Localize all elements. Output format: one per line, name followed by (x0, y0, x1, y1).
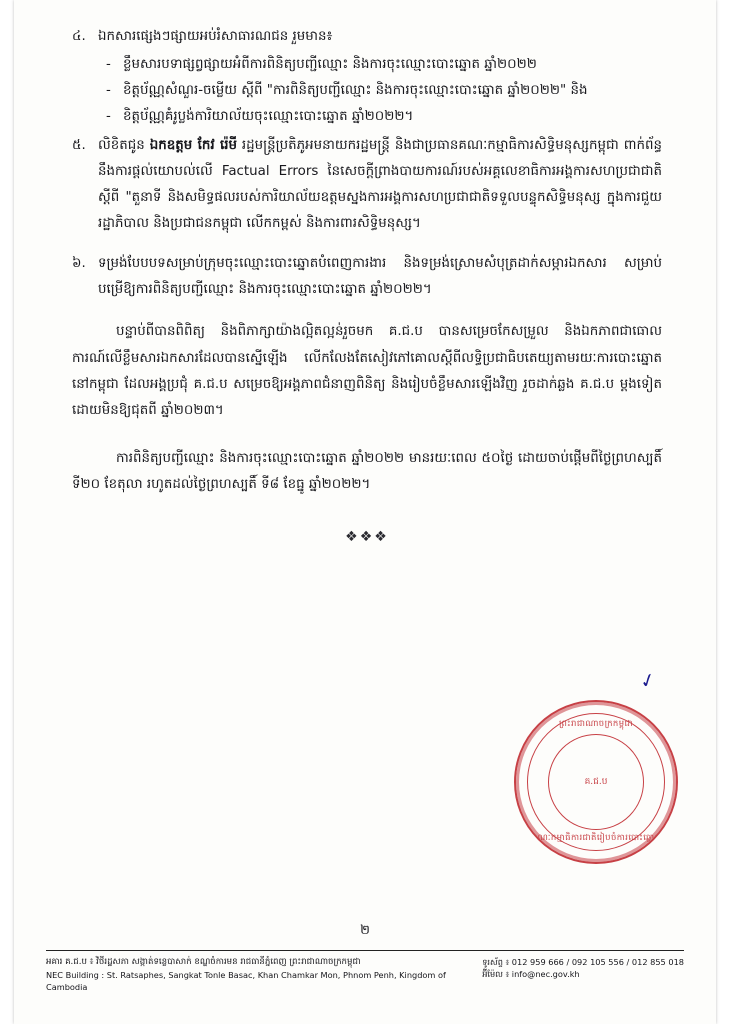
paragraph: បន្ទាប់ពីបានពិពិត្យ និងពិភាក្សាយ៉ាងល្អិតល្អន់រួចមក គ.ជ.ប បានសម្រេចកែសម្រួល និងឯកភាពជាធោលការណ៍លើខ្លឹមសារឯកសារដែលបានស្នើឡើង លើកលែងតែសៀវភៅគោលស្ដីពីលទ្ធិប្រជាធិបតេយ្យតាមរយៈការបោះឆ្នោតនៅកម្ពុជា ដែលអង្គប្រជុំ គ.ជ.ប សម្រេចឱ្យអង្គភាពជំនាញពិនិត្យ និងរៀបចំខ្លឹមសារឡើងវិញ រួចដាក់ឆ្លង គ.ជ.ប ម្ដងទៀត ដោយមិនឱ្យជុតពី ឆ្នាំ២០២៣។ (72, 324, 662, 418)
item-text: ឯកសារផ្សេងៗផ្សាយអប់រំសាធារណជន រួមមាន៖ (98, 29, 333, 44)
item-text (98, 133, 662, 238)
sub-list (72, 52, 662, 130)
page-number: ២ (360, 923, 370, 938)
dash-bullet-icon: - (106, 57, 111, 73)
ornament-divider: ❖❖❖ (345, 529, 389, 546)
sub-item-text: ខិត្តប័ណ្ណគំរូប្លង់ការិយាល័យចុះឈ្មោះបោះឆ្នោត ឆ្នាំ២០២២។ (123, 109, 414, 125)
footer-phone-line (482, 956, 684, 968)
item-rest: រដ្ឋមន្ត្រីប្រតិភូអមនាយករដ្ឋមន្ត្រី និងជាប្រធានគណៈកម្មាធិការសិទ្ធិមនុស្សកម្ពុជា ពាក់ព័ន្ធនឹងការផ្ដល់យោបល់លើ Factual Errors នៃសេចក្ដីព្រាងបាយការណ៍របស់អគ្គលេខាធិការអង្គការសហប្រជាជាតិ ស្ដីពី "តួនាទី និងសមិទ្ធផលរបស់ការិយាល័យឧត្តមស្នងការអង្គការសហប្រជាជាតិទទួលបន្ទុកសិទ្ធិមនុស្ស ក្នុងការជួយរដ្ឋាភិបាល និងប្រជាជនកម្ពុជា លើកកម្ពស់ និងការពារសិទ្ធិមនុស្ស។ (98, 137, 662, 231)
item-number: ៥. (72, 137, 86, 153)
footer-contact (482, 956, 684, 981)
honorific-name: ឯកឧត្តម កែវ រ៉េមី (149, 137, 237, 153)
item-prefix: លិខិតជូន (98, 137, 150, 153)
sub-item-text: ខ្លឹមសារបទាផ្សព្វផ្សាយអំពីការពិនិត្យបញ្ជីឈ្មោះ និងការចុះឈ្មោះបោះឆ្នោត ឆ្នាំ២០២២ (123, 57, 537, 73)
dash-bullet-icon: - (106, 109, 111, 125)
footer-divider (46, 950, 684, 951)
signature-mark: ✓ (636, 668, 659, 694)
footer-email-line (482, 968, 684, 980)
item-number: ៤. (72, 29, 86, 44)
seal-bottom-text: គណៈកម្មាធិការជាតិរៀបចំការបោះឆ្នោត (531, 833, 661, 843)
list-item (106, 52, 662, 78)
list-item (72, 24, 662, 50)
list-item (72, 133, 662, 238)
email-value[interactable]: info@nec.gov.kh (511, 969, 580, 980)
paragraph: ការពិនិត្យបញ្ជីឈ្មោះ និងការចុះឈ្មោះបោះឆ្នោត ឆ្នាំ២០២២ មានរយៈពេល ៥០ថ្ងៃ ដោយចាប់ផ្ដើមពីថ្ងៃព្រហស្បតិ៍ ទី២០ ខែតុលា រហូតដល់ថ្ងៃព្រហស្បតិ៍ ទី៨ ខែធ្នូ ឆ្នាំ២០២២។ (72, 450, 662, 493)
email-label: អ៊ីម៉ែល ៖ (482, 969, 510, 980)
item-text: ទម្រង់បែបបទសម្រាប់ក្រុមចុះឈ្មោះបោះឆ្នោតបំពេញការងារ និងទម្រង់ស្រោមសំបុត្រដាក់សម្ភារឯកសារ សម្រាប់បម្រើឱ្យការពិនិត្យបញ្ជីឈ្មោះ និងការចុះឈ្មោះបោះឆ្នោត ឆ្នាំ២០២២។ (98, 256, 662, 298)
list-item (106, 104, 662, 130)
footer-address-en: NEC Building : St. Ratsaphes, Sangkat Tonle Basac, Khan Chamkar Mon, Phnom Penh, Kingdom of Cambodia (46, 969, 446, 993)
phone-value: 012 959 666 / 092 105 556 / 012 855 018 (511, 957, 684, 967)
seal-inner-ring (527, 713, 665, 851)
page-footer (46, 956, 684, 993)
dash-bullet-icon: - (106, 83, 111, 99)
seal-core-text: គ.ជ.ប (548, 734, 644, 830)
item-number: ៦. (72, 256, 86, 272)
paper-sheet (14, 0, 716, 1024)
list-item (106, 78, 662, 104)
seal-top-text: ព្រះរាជាណាចក្រកម្ពុជា (558, 719, 634, 729)
document-body (72, 24, 662, 552)
footer-address (46, 956, 482, 993)
official-seal (514, 700, 678, 864)
list-item (72, 251, 662, 303)
sub-item-text: ខិត្តប័ណ្ណសំណួរ-ចម្លើយ ស្ដីពី "ការពិនិត្យបញ្ជីឈ្មោះ និងការចុះឈ្មោះបោះឆ្នោត ឆ្នាំ២០២២" និង (123, 83, 588, 99)
phone-label: ទូរស័ព្ទ ៖ (482, 957, 510, 967)
footer-address-kh: អគារ គ.ជ.ប ៖ វិថីរដ្ឋសភា សង្កាត់ទន្លេបាសាក់ ខណ្ឌចំការមន រាជធានីភ្នំពេញ ព្រះរាជាណាចក្រកម្ពុជា (46, 957, 361, 967)
